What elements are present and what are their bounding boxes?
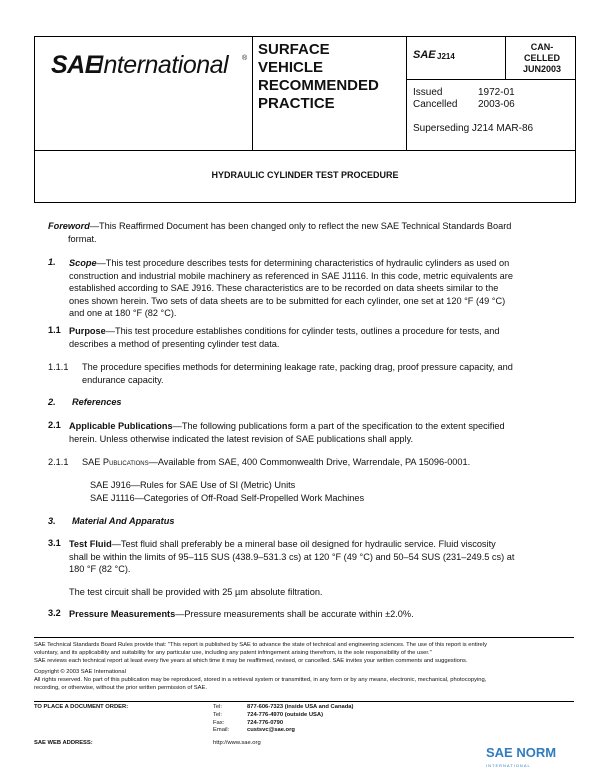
reference-list [90,479,570,504]
order-label: TO PLACE A DOCUMENT ORDER: [34,704,129,710]
section-2-number: 2. [48,397,56,407]
section-1-1-1: The procedure specifies methods for determining leakage rate, packing drag, proof pressure capacity, and endurance capacity. [82,362,513,385]
section-2-1-1: SAE Publications—Available from SAE, 400 Commonwealth Drive, Warrendale, PA 15096-0001. [82,457,471,467]
section-2-1: Applicable Publications—The following publications form a part of the specification to the extent specified herein. Unless otherwise indicated the latest revision of SAE publications shall apply. [69,421,505,444]
document-title: HYDRAULIC CYLINDER TEST PROCEDURE [211,170,399,180]
section-3-2: Pressure Measurements—Pressure measurements shall be accurate within ±2.0%. [69,609,414,619]
issued-label: Issued [413,87,443,98]
section-1-1-1-label: 1.1.1 [48,362,69,372]
section-3-number: 3. [48,516,56,526]
web-label: SAE WEB ADDRESS: [34,740,93,746]
document-header [34,36,576,151]
sae-logo-wordmark: International [97,51,229,79]
reference-item: SAE J1116—Categories of Off-Road Self-Propelled Work Machines [90,492,365,503]
sae-norm-watermark: SAE NORM [486,745,557,760]
section-2-heading: References [72,397,122,407]
order-contacts: Tel: 877-606-7323 (inside USA and Canada) Tel: 724-776-4970 (outside USA) Fax: 724-776-0790 Email: custsvc@sae.org [213,704,354,734]
document-number: J214 [437,52,455,61]
section-1-scope: Scope—This test procedure describes tests for determining characteristics of hydraulic cylinders as used on construction and industrial mobile machinery as referenced in SAE J1116. In this code, metric equivalents are established according to SAE J916. These characteristics are to be recorded on data sheets similar to the ones shown herein. Two sets of data sheets are to be submitted for each cylinder, one set at 120 °F (49 °C) and one at 180 °F (82 °C). [69,258,513,318]
footer-rule [34,637,574,638]
sae-norm-subtitle: INTERNATIONAL [486,763,531,768]
document-category: SURFACE VEHICLE RECOMMENDED PRACTICE [258,41,379,112]
section-3-1: Test Fluid—Test fluid shall preferably be a mineral base oil designed for hydraulic service. Fluid viscosity shall be within the limits of 95–115 SUS (438.9–531.3 cs) at 120 °F (49 °C) and 50–54 SUS (231–249.5 cs) at 180 °F (82 °C). [69,539,515,574]
section-3-1-number: 3.1 [48,538,61,548]
section-2-1-1-number: 2.1.1 [48,457,69,467]
footer-notice: SAE Technical Standards Board Rules provide that: "This report is published by SAE to advance the state of technical and engineering sciences. The use of this report is entirely voluntary, and its applicability and suitability for any particular use, including any patent infringement arising therefrom, is the sole responsibility of the user." SAE reviews each technical report at least every five years at which time it may be reaffirmed, revised, or cancelled. SAE invites your written comments and suggestions. Copyright © 2003 SAE International All rights reserved. No part of this publication may be reproduced, stored in a retrieval system or transmitted, in any form or by any means, electronic, mechanical, photocopying, recording, or otherwise, without the prior written permission of SAE. [34,642,487,691]
issued-value: 1972-01 [478,87,515,98]
cancelled-value: 2003-06 [478,99,515,110]
section-3-2-number: 3.2 [48,608,61,618]
superseding: Superseding J214 MAR-86 [413,123,534,134]
section-1-1-purpose: Purpose—This test procedure establishes conditions for cylinder tests, outlines a procedure for tests, and describes a method of presenting cylinder test data. [69,326,500,349]
web-link[interactable]: http://www.sae.org [213,740,261,746]
section-2-1-number: 2.1 [48,420,61,430]
foreword: Foreword—This Reaffirmed Document has been changed only to reflect the new SAE Technical Standards Board format. [48,221,512,244]
section-3-heading: Material And Apparatus [72,516,175,526]
section-3-1-filtration: The test circuit shall be provided with 25 µm absolute filtration. [69,587,323,597]
sae-logo: SAE [51,51,101,79]
document-title-box [34,150,576,203]
cancelled-label: Cancelled [413,99,458,110]
reference-item: SAE J916—Rules for SAE Use of SI (Metric) Units [90,480,296,490]
cancelled-stamp: CAN- CELLED JUN2003 [522,42,562,74]
doc-sae-mark: SAE [413,49,436,61]
section-1-1-number: 1.1 [48,325,61,335]
section-1-number: 1. [48,257,56,267]
registered-mark: ® [242,55,248,62]
footer-rule-2 [34,701,574,702]
